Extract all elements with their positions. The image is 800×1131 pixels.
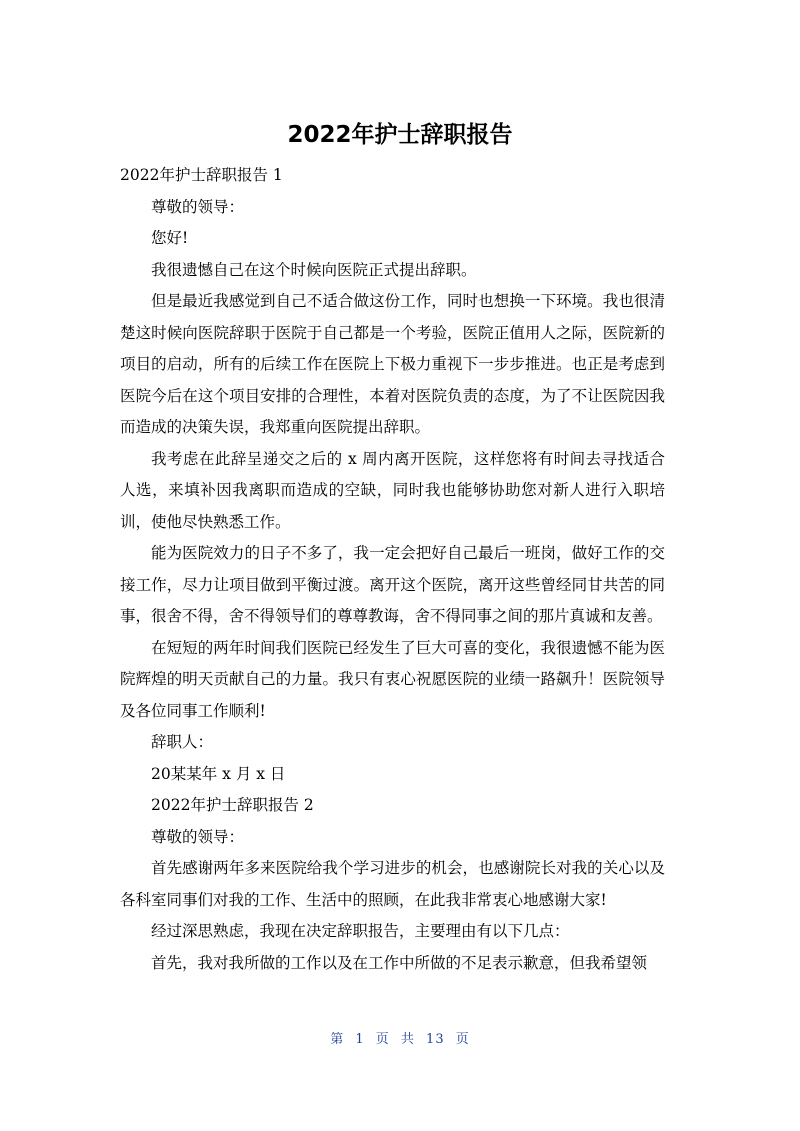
signature-date: 20某某年 x 月 x 日 — [151, 764, 286, 783]
section-heading-1: 2022年护士辞职报告 1 — [120, 166, 283, 184]
document-body — [120, 160, 665, 979]
page-number-footer: 第 1 页 共 13 页 — [330, 1032, 470, 1047]
paragraph: 首先感谢两年多来医院给我个学习进步的机会，也感谢院长对我的关心以及各科室同事们对我的工作、生活中的照顾，在此我非常衷心地感谢大家! — [120, 859, 665, 909]
paragraph: 能为医院效力的日子不多了，我一定会把好自己最后一班岗，做好工作的交接工作，尽力让项目做到平衡过渡。离开这个医院，离开这些曾经同甘共苦的同事，很舍不得，舍不得领导们的尊尊教诲，舍不得同事之间的那片真诚和友善。 — [120, 544, 665, 625]
document-title: 2022年护士辞职报告 — [287, 122, 513, 148]
paragraph: 首先，我对我所做的工作以及在工作中所做的不足表示歉意，但我希望领 — [151, 953, 648, 972]
greeting: 您好! — [151, 229, 189, 247]
paragraph: 我考虑在此辞呈递交之后的 x 周内离开医院，这样您将有时间去寻找适合人选，来填补因我离职而造成的空缺，同时我也能够协助您对新人进行入职培训，使他尽快熟悉工作。 — [120, 449, 665, 531]
paragraph: 我很遗憾自己在这个时候向医院正式提出辞职。 — [151, 260, 477, 279]
salutation: 尊敬的领导： — [151, 827, 245, 846]
salutation: 尊敬的领导： — [151, 197, 245, 216]
paragraph: 但是最近我感觉到自己不适合做这份工作，同时也想换一下环境。我也很清楚这时候向医院辞职于医院于自己都是一个考验，医院正值用人之际，医院新的项目的启动，所有的后续工作在医院上下极力重视下一步步推进。也正是考虑到医院今后在这个项目安排的合理性，本着对医院负责的态度，为了不让医院因我而造成的决策失误，我郑重向医院提出辞职。 — [120, 292, 665, 436]
paragraph: 经过深思熟虑，我现在决定辞职报告，主要理由有以下几点： — [151, 922, 570, 940]
signature-label: 辞职人： — [151, 733, 214, 751]
section-heading-2: 2022年护士辞职报告 2 — [151, 796, 314, 814]
paragraph: 在短短的两年时间我们医院已经发生了巨大可喜的变化，我很遗憾不能为医院辉煌的明天贡献自己的力量。我只有衷心祝愿医院的业绩一路飙升！医院领导及各位同事工作顺利! — [120, 638, 665, 720]
